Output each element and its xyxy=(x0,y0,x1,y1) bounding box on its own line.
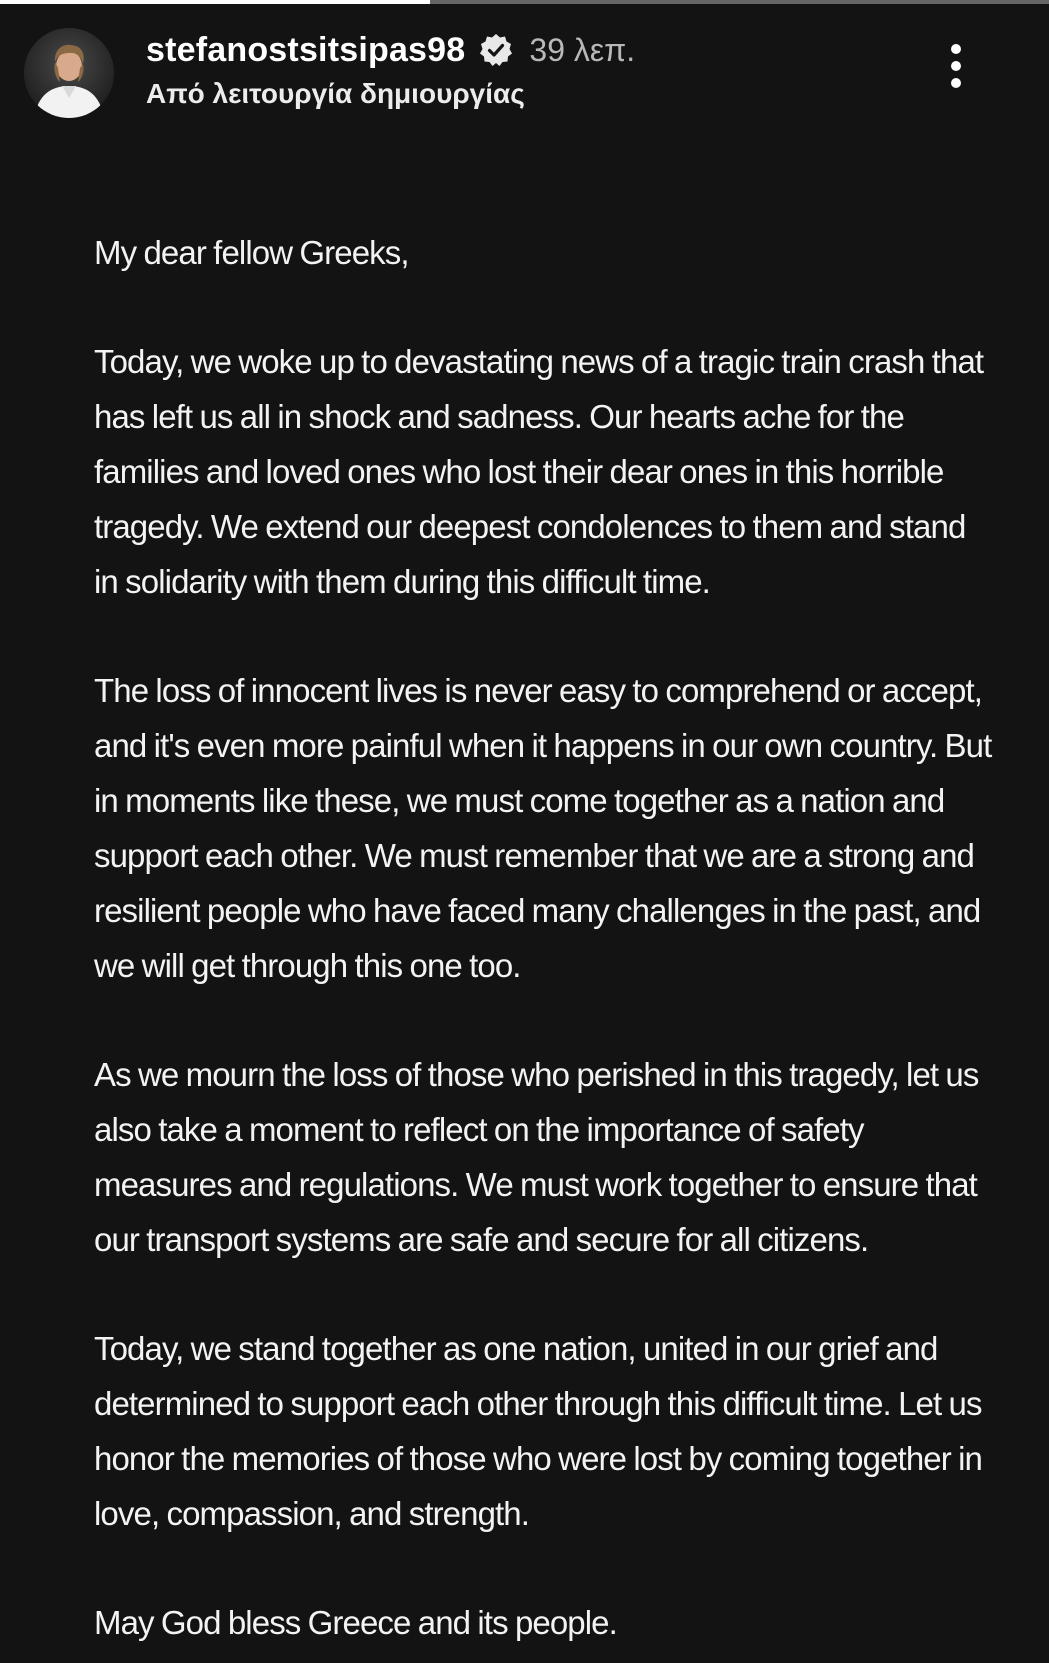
more-options-icon xyxy=(949,42,963,90)
message-paragraph-1: Today, we woke up to devastating news of a tragic train crash that has left us all in shock and sadness. Our hearts ache for the families and loved ones who lost their dear ones in this horrible tragedy. We extend our deepest condolences to them and stand in solidarity with them during this difficult time. xyxy=(94,343,984,600)
message-paragraph-2: The loss of innocent lives is never easy to comprehend or accept, and it's even more painful when it happens in our own country. But in moments like these, we must come together as a nation and support each other. We must remember that we are a strong and resilient people who have faced many challenges in the past, and we will get through this one too. xyxy=(94,672,992,984)
more-options-button[interactable] xyxy=(936,38,976,94)
message-paragraph-4: Today, we stand together as one nation, united in our grief and determined to support each other through this difficult time. Let us honor the memories of those who were lost by coming together in love, compassion, and strength. xyxy=(94,1330,982,1532)
avatar[interactable] xyxy=(24,28,114,118)
story-subtitle[interactable]: Από λειτουργία δημιουργίας xyxy=(146,78,525,109)
username[interactable]: stefanostsitsipas98 xyxy=(146,30,466,69)
story-message xyxy=(94,225,994,1650)
message-paragraph-3: As we mourn the loss of those who perished in this tragedy, let us also take a moment to reflect on the importance of safety measures and regulations. We must work together to ensure that our transport systems are safe and secure for all citizens. xyxy=(94,1056,979,1258)
story-header xyxy=(24,28,1014,120)
message-greeting: My dear fellow Greeks, xyxy=(94,234,409,271)
author-line xyxy=(146,28,635,72)
story-progress-bar xyxy=(0,0,1049,4)
verified-badge-icon xyxy=(479,33,513,67)
message-closing: May God bless Greece and its people. xyxy=(94,1604,617,1641)
post-time: 39 λεπ. xyxy=(529,31,636,68)
story-progress-fill xyxy=(0,0,430,4)
